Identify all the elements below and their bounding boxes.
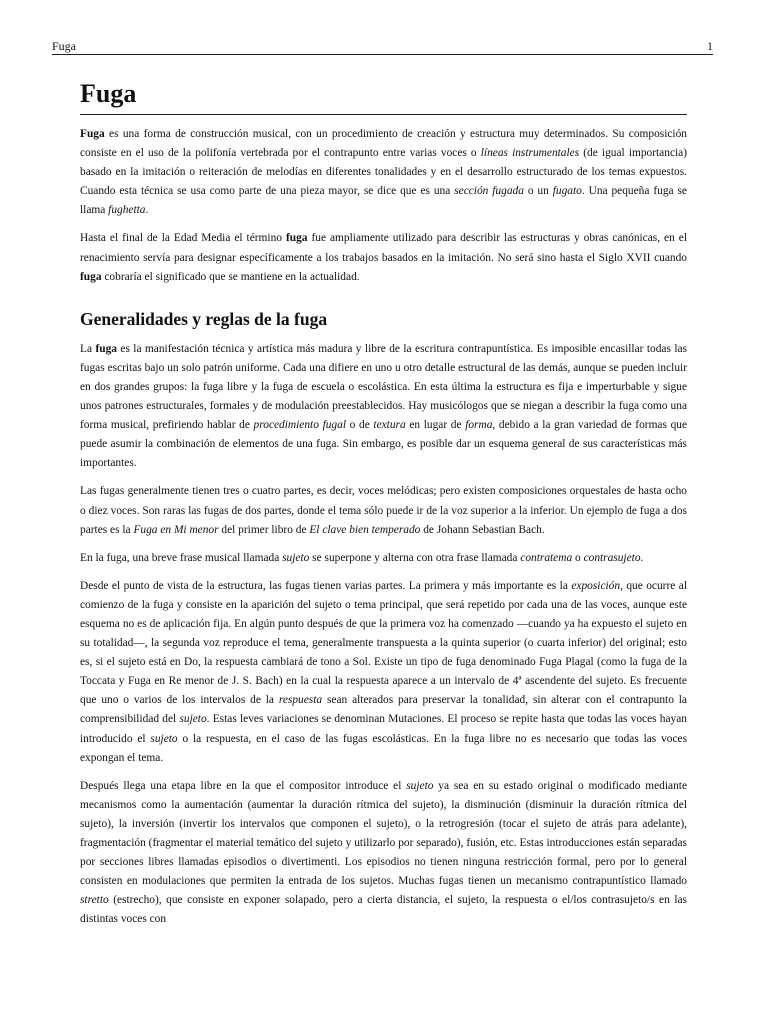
text-run: (estrecho), que consiste en exponer solapado, pero a cierta distancia, el sujeto, la respuesta o el/los contrasujeto/s en las distintas voces con [80, 894, 687, 926]
italic-term: sujeto [282, 551, 310, 564]
text-run: (de igual importancia) basado en la imitación o reiteración de melodías en diferentes tonalidades y en el desarrollo estructurado de los temas expuestos. Cuando esta técnica se usa como parte de una pieza mayor, se dice que es una [80, 147, 688, 198]
section-paragraph [80, 340, 687, 474]
section-paragraph [80, 549, 687, 568]
page-number: 1 [707, 39, 713, 53]
italic-term: sujeto [179, 713, 207, 726]
text-run: ya sea en su estado original o modificado mediante mecanismos como la aumentación (aumentar la duración rítmica del sujeto), la disminución (disminuir la duración rítmica del sujeto), la inversión (invertir los intervalos que componen el sujeto), o la retrogresión (tocar el sujeto de atrás para adelante), fragmentación (fragmentar el material temático del sujeto y utilizarlo por separado), fusión, etc. Estas introducciones están separadas por secciones libres llamadas episodios o divertimenti. Los episodios no tienen ninguna restricción formal, pero por lo general consisten en modulaciones que permiten la entrada de los sujetos. Muchas fugas tienen un mecanismo contrapuntístico llamado [80, 779, 687, 888]
text-run: En la fuga, una breve frase musical llamada [80, 551, 283, 564]
italic-term: textura [373, 419, 406, 432]
running-header [52, 38, 713, 55]
intro-paragraph [80, 125, 687, 220]
italic-term: forma [465, 419, 493, 432]
italic-term: contratema [520, 551, 573, 564]
text-run: . Una pequeña fuga se llama [80, 185, 687, 217]
text-run: de Johann Sebastian Bach. [420, 523, 545, 536]
text-run: se superpone y alterna con otra frase llamada [309, 551, 521, 564]
section-paragraph [80, 777, 687, 930]
text-run: cobraría el significado que se mantiene en la actualidad. [101, 270, 360, 283]
article-body [80, 76, 687, 929]
text-run: fue ampliamente utilizado para describir las estructuras y obras canónicas, en el renacimiento servía para designar específicamente a los trabajos basados en la imitación. No será sino hasta el Siglo XVII cuando [80, 232, 687, 264]
italic-term: stretto [80, 894, 109, 907]
italic-term: exposición [571, 579, 621, 592]
bold-term: fuga [285, 232, 308, 245]
text-run: o la respuesta, en el caso de las fugas escolásticas. En la fuga libre no es necesario que todas las voces expongan el tema. [80, 732, 688, 764]
text-run: o un [523, 185, 553, 198]
section-paragraph [80, 577, 687, 768]
italic-term: respuesta [278, 694, 323, 707]
text-run: , debido a la gran variedad de formas que puede asumir la combinación de elementos de una fuga. Sin embargo, es posible dar un esquema general de sus características más importantes. [80, 419, 688, 470]
page-title: Fuga [80, 76, 687, 115]
italic-term: Fuga en Mi menor [133, 523, 219, 536]
italic-term: contrasujeto [583, 551, 641, 564]
section-paragraph [80, 482, 687, 539]
text-run: , que ocurre al comienzo de la fuga y consiste en la aparición del sujeto o tema principal, que será repetido por cada una de las voces, aunque este esquema no es de aplicación fija. En algún punto después de que la primera voz ha comenzado —cuando ya ha expuesto el sujeto en su totalidad—, la segunda voz reproduce el tema, generalmente transpuesta a la quinta superior (o cuarta inferior) del original; esto es, si el sujeto está en Do, la respuesta cambiará de tono a Sol. Existe un tipo de fuga denominado Fuga Plagal (como la fuga de la Toccata y Fuga en Re menor de J. S. Bach) en la cual la respuesta aparece a un intervalo de 4ª ascendente del sujeto. Es frecuente que uno o varios de los intervalos de la [80, 579, 687, 707]
section-heading: Generalidades y reglas de la fuga [80, 308, 328, 329]
bold-term: fuga [95, 342, 117, 355]
bold-term: fuga [80, 270, 102, 283]
text-run: sean alterados para preservar la tonalidad, sin alterar con el contrapunto la comprensibilidad del [80, 694, 687, 726]
italic-term: fughetta [108, 204, 146, 217]
italic-term: líneas instrumentales [480, 147, 580, 160]
text-run: Las fugas generalmente tienen tres o cuatro partes, es decir, voces melódicas; pero existen composiciones orquestales de hasta ocho o diez voces. Son raras las fugas de dos partes, donde el tema sólo puede ir de la voz superior a la inferior. Un ejemplo de fuga a dos partes es la [80, 485, 687, 536]
text-run: Hasta el final de la Edad Media el término [80, 232, 286, 245]
text-run: del primer libro de [218, 523, 310, 536]
bold-term: Fuga [80, 128, 105, 140]
text-run: . Estas leves variaciones se denominan Mutaciones. El proceso se repite hasta que todas las voces hayan introducido el [80, 713, 687, 745]
italic-term: sección fugada [454, 185, 524, 198]
italic-term: El clave bien temperado [309, 523, 421, 536]
italic-term: fugato [552, 185, 582, 198]
text-run: Después llega una etapa libre en la que el compositor introduce el [80, 779, 407, 792]
text-run: o [572, 551, 584, 564]
text-run: es una forma de construcción musical, con un procedimiento de creación y estructura muy determinados. Su composición consiste en el uso de la polifonía vertebrada por el contrapunto entre varias voces o [80, 128, 687, 160]
text-run: o de [346, 419, 374, 432]
text-run: es la manifestación técnica y artística más madura y libre de la escritura contrapuntística. Es imposible encasillar todas las fugas escritas bajo un solo patrón uniforme. Cada una difiere en uno u otro detalle estructural de las demás, aunque se pueden incluir en dos grandes grupos: la fuga libre y la fuga de escuela o escolástica. En esta última la estructura es fija e imperturbable y sigue unos patrones estructurales, formales y de modulación preestablecidos. Hay musicólogos que se niegan a describir la fuga como una forma musical, prefiriendo hablar de [80, 342, 687, 432]
text-run: La [80, 342, 96, 355]
intro-paragraph [80, 229, 687, 286]
running-title: Fuga [52, 39, 76, 53]
italic-term: procedimiento fugal [253, 419, 346, 432]
italic-term: sujeto [150, 732, 178, 745]
text-run: . [640, 551, 644, 564]
text-run: Desde el punto de vista de la estructura, las fugas tienen varias partes. La primera y más importante es la [80, 579, 572, 592]
italic-term: sujeto [406, 779, 434, 792]
text-run: en lugar de [405, 419, 466, 432]
text-run: . [145, 204, 149, 217]
